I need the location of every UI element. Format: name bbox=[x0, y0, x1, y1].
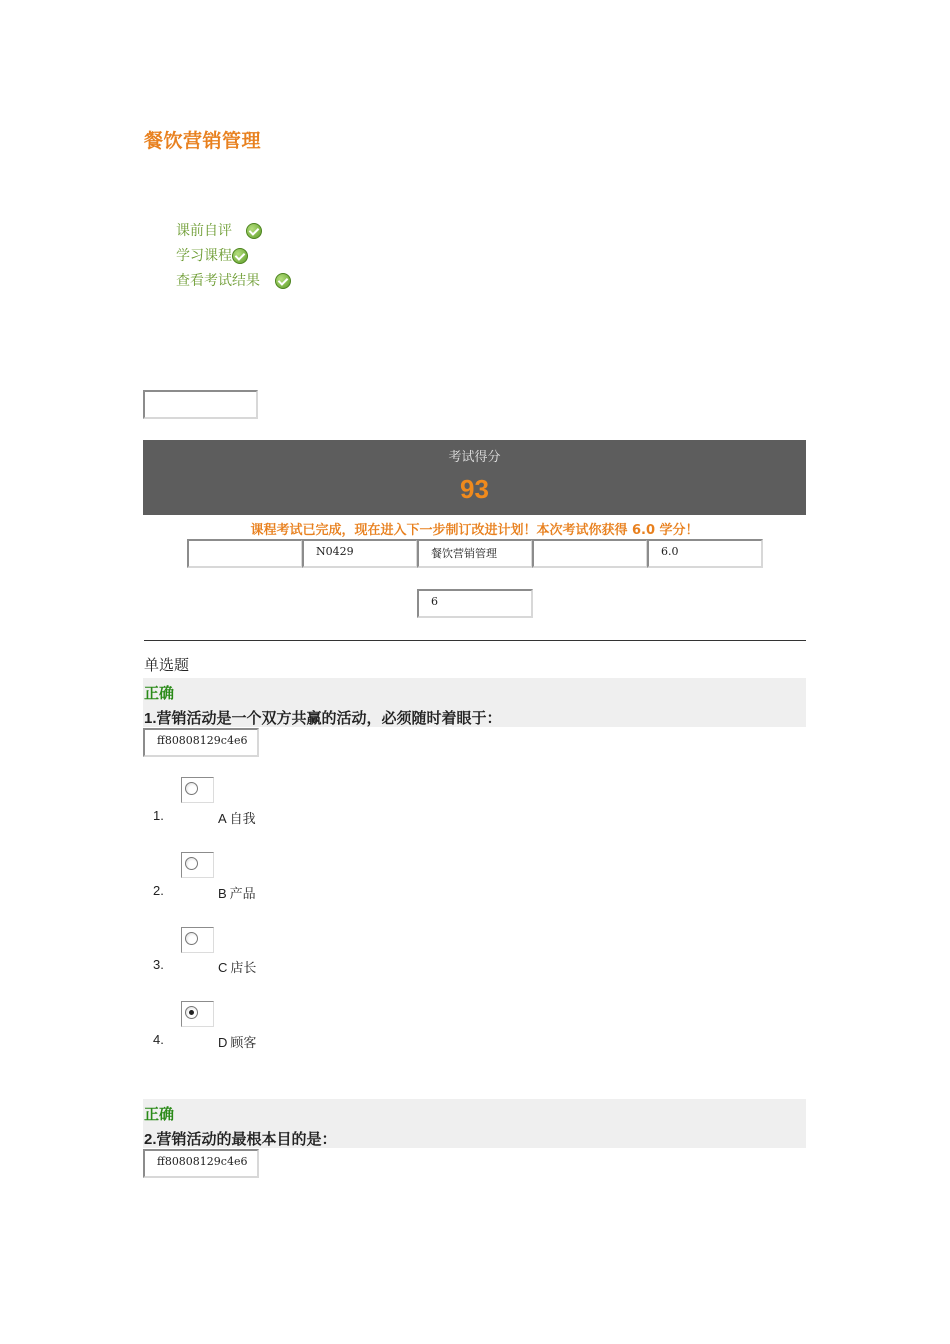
score-panel bbox=[143, 440, 806, 515]
score-label: 考试得分 bbox=[448, 450, 501, 465]
option-letter: B bbox=[218, 886, 227, 901]
info-field[interactable] bbox=[187, 539, 303, 568]
option-text: 自我 bbox=[229, 812, 256, 827]
option-letter: A bbox=[218, 811, 227, 826]
info-field[interactable] bbox=[532, 539, 648, 568]
radio-selected-icon bbox=[185, 1006, 198, 1019]
step-label: 课前自评 bbox=[176, 223, 232, 239]
step-study-course[interactable] bbox=[176, 245, 260, 270]
option-radio-selected[interactable] bbox=[181, 1001, 214, 1027]
question-text bbox=[144, 707, 502, 728]
question-body: 营销活动是一个双方共赢的活动，必须随时着眼于： bbox=[156, 709, 502, 727]
question-status: 正确 bbox=[144, 1105, 175, 1123]
check-icon bbox=[246, 223, 262, 239]
course-title: 餐饮营销管理 bbox=[144, 130, 262, 152]
option-number: 4. bbox=[153, 1032, 164, 1047]
credit-field[interactable]: 6 bbox=[417, 589, 533, 618]
score-value: 93 bbox=[460, 474, 489, 504]
progress-steps bbox=[176, 220, 260, 295]
question-header bbox=[143, 1099, 806, 1148]
course-name-field[interactable]: 餐饮营销管理 bbox=[417, 539, 533, 568]
option-radio[interactable] bbox=[181, 927, 214, 953]
option-label bbox=[218, 883, 256, 902]
question-body: 营销活动的最根本目的是： bbox=[156, 1130, 337, 1148]
option-number: 3. bbox=[153, 957, 164, 972]
step-label: 查看考试结果 bbox=[176, 273, 260, 289]
option-label bbox=[218, 808, 256, 827]
option-label bbox=[218, 1032, 256, 1051]
option-radio[interactable] bbox=[181, 777, 214, 803]
question-number: 2. bbox=[144, 1131, 157, 1148]
option-number: 1. bbox=[153, 808, 164, 823]
option-label bbox=[218, 957, 256, 976]
radio-icon bbox=[185, 857, 198, 870]
check-icon bbox=[275, 273, 291, 289]
course-code-field[interactable]: N0429 bbox=[302, 539, 418, 568]
option-text: 店长 bbox=[230, 961, 257, 976]
check-icon bbox=[232, 248, 248, 264]
option-letter: C bbox=[218, 960, 228, 975]
radio-icon bbox=[185, 782, 198, 795]
divider bbox=[144, 640, 806, 641]
option-text: 顾客 bbox=[230, 1036, 257, 1051]
option-letter: D bbox=[218, 1035, 228, 1050]
completion-notice: 课程考试已完成，现在进入下一步制订改进计划！本次考试你获得 6.0 学分！ bbox=[250, 523, 699, 538]
section-label: 单选题 bbox=[144, 656, 190, 674]
option-text: 产品 bbox=[229, 887, 256, 902]
question-id-field[interactable]: ff80808129c4e6 bbox=[143, 728, 259, 757]
top-field[interactable] bbox=[143, 390, 258, 419]
question-id-field[interactable]: ff80808129c4e6 bbox=[143, 1149, 259, 1178]
step-pre-assessment[interactable] bbox=[176, 220, 260, 245]
question-status: 正确 bbox=[144, 684, 175, 702]
step-view-results[interactable] bbox=[176, 270, 260, 295]
question-header bbox=[143, 678, 806, 727]
option-radio[interactable] bbox=[181, 852, 214, 878]
option-number: 2. bbox=[153, 883, 164, 898]
question-text bbox=[144, 1128, 337, 1149]
step-label: 学习课程 bbox=[176, 248, 232, 264]
radio-icon bbox=[185, 932, 198, 945]
credit-value-field[interactable]: 6.0 bbox=[647, 539, 763, 568]
question-number: 1. bbox=[144, 710, 157, 727]
